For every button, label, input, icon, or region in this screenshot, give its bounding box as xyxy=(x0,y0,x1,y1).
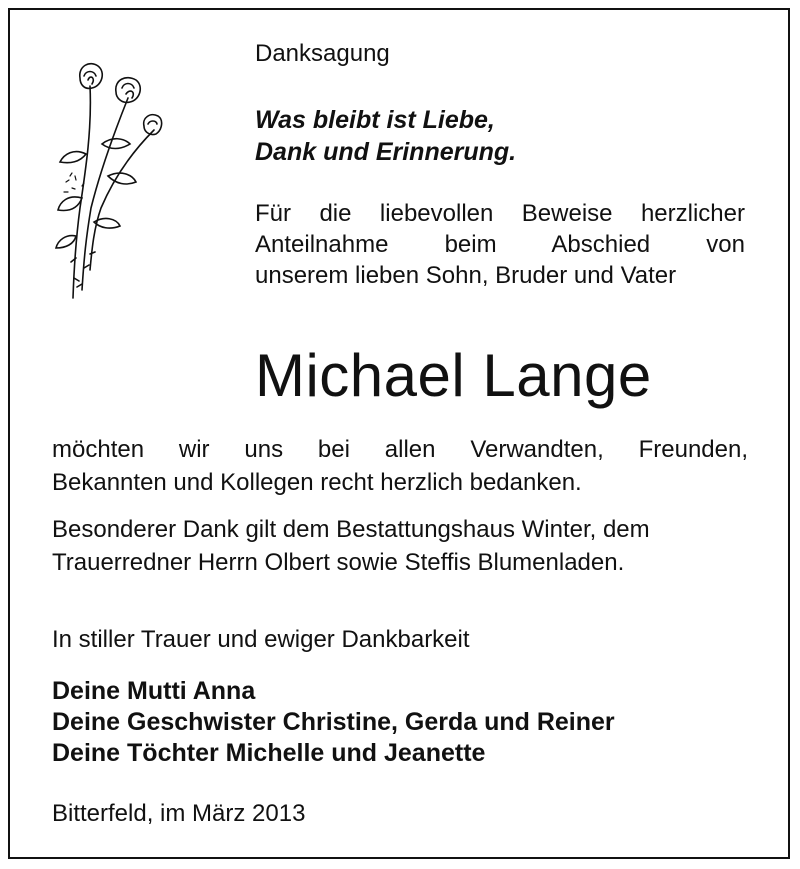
roses-illustration-icon xyxy=(46,58,164,302)
closing-line: In stiller Trauer und ewiger Dankbarkeit xyxy=(52,626,470,653)
special-thanks-line: Trauerredner Herrn Olbert sowie Steffis Blumenladen. xyxy=(52,549,625,576)
signer: Deine Geschwister Christine, Gerda und Reiner xyxy=(52,708,615,736)
signer: Deine Töchter Michelle und Jeanette xyxy=(52,739,486,767)
intro-paragraph xyxy=(255,198,745,291)
intro-line: unserem lieben Sohn, Bruder und Vater xyxy=(255,262,677,289)
intro-line: Für die liebevollen Beweise herzlicher xyxy=(255,200,745,227)
motto-line: Was bleibt ist Liebe, xyxy=(255,106,495,134)
signer: Deine Mutti Anna xyxy=(52,677,256,705)
motto-quote xyxy=(255,104,516,168)
notice-heading: Danksagung xyxy=(255,40,390,67)
intro-line: Anteilnahme beim Abschied von xyxy=(255,231,745,258)
thanks-line: möchten wir uns bei allen Verwandten, Freunden, xyxy=(52,436,748,463)
deceased-name: Michael Lange xyxy=(255,342,652,409)
thanks-paragraph xyxy=(52,433,748,499)
special-thanks-line: Besonderer Dank gilt dem Bestattungshaus Winter, dem xyxy=(52,516,650,543)
thanks-line: Bekannten und Kollegen recht herzlich bedanken. xyxy=(52,469,582,496)
signers-list xyxy=(52,676,615,769)
place-date: Bitterfeld, im März 2013 xyxy=(52,800,306,827)
motto-line: Dank und Erinnerung. xyxy=(255,138,517,166)
special-thanks-paragraph xyxy=(52,513,748,579)
